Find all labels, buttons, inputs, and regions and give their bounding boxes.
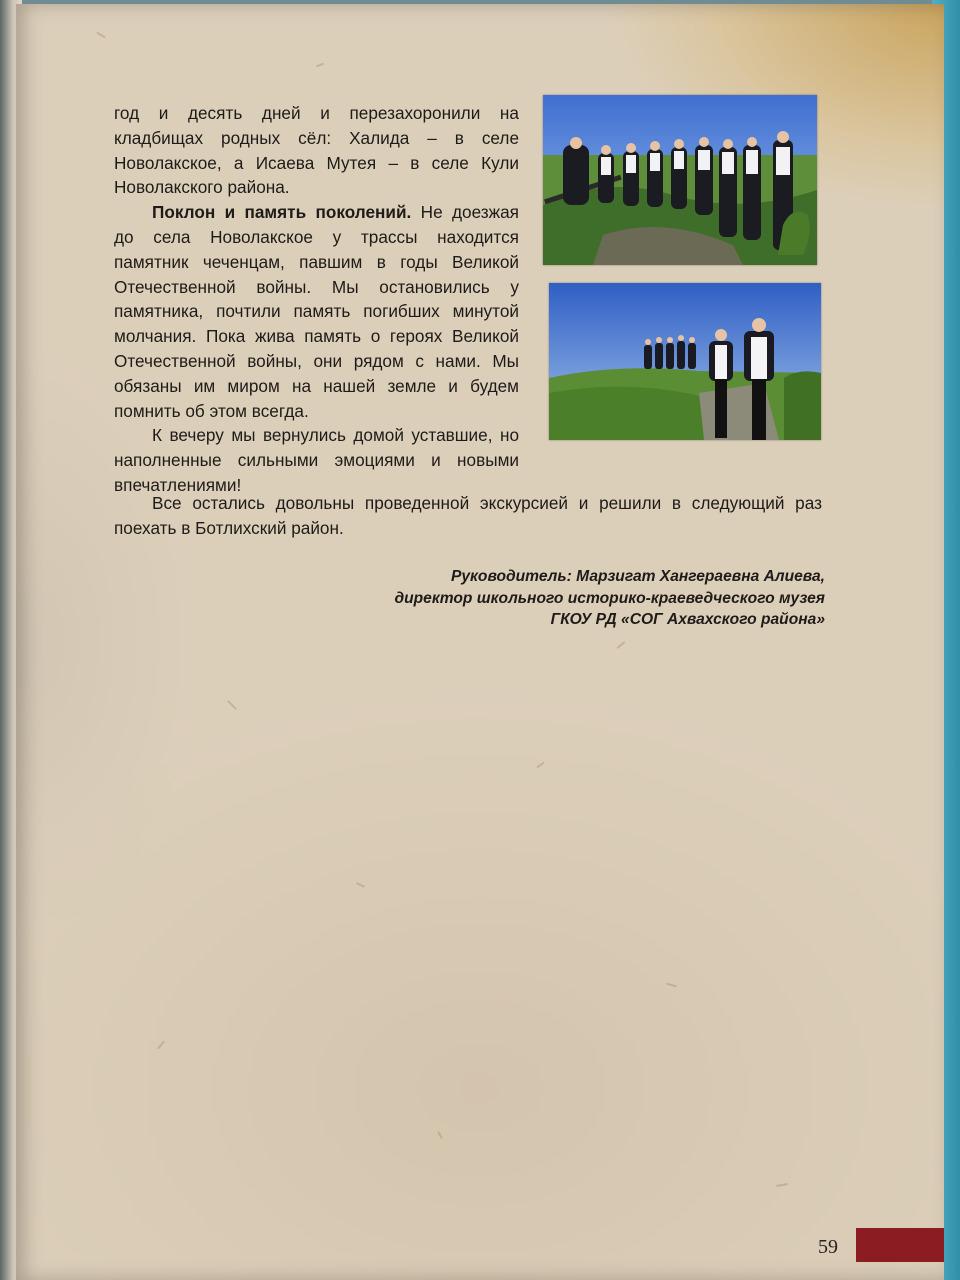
paragraph-4: Все остались довольны проведенной экскурсией и решили в следующий раз поехать в Ботлихский район. bbox=[114, 493, 822, 538]
paragraph-1: год и десять дней и перезахоронили на кладбищах родных сёл: Халида – в селе Новолакское, а Исаева Мутея – в селе Кули Новолакского района. bbox=[114, 103, 519, 198]
signature-line-3: ГКОУ РД «СОГ Ахвахского района» bbox=[550, 611, 825, 628]
page-number: 59 bbox=[818, 1236, 838, 1258]
paragraph-2-body: Не доезжая до села Новолакское у трассы находится памятник чеченцам, павшим в годы Великой Отечественной войны. Мы остановились у памятника, почтили память погибших минутой молчания. Пока жива память о героях Великой Отечественной войны, они рядом с нами. Мы обязаны им миром на нашей земле и будем помнить об этом всегда. bbox=[114, 202, 519, 421]
signature-line-1: Руководитель: Марзигат Хангераевна Алиева, bbox=[450, 568, 825, 585]
article-column bbox=[114, 101, 519, 498]
group-photo-hill bbox=[549, 283, 821, 440]
paragraph-2-heading: Поклон и память поколений. bbox=[152, 202, 412, 223]
paragraph-2 bbox=[114, 200, 519, 423]
paragraph-3: К вечеру мы вернулись домой уставшие, но наполненные сильными эмоциями и новыми впечатлениями! bbox=[114, 425, 519, 495]
group-photo-memorial bbox=[543, 95, 817, 265]
page-tab-marker bbox=[856, 1228, 944, 1262]
author-signature bbox=[305, 566, 825, 631]
signature-line-2: директор школьного историко-краеведческого музея bbox=[394, 589, 825, 607]
